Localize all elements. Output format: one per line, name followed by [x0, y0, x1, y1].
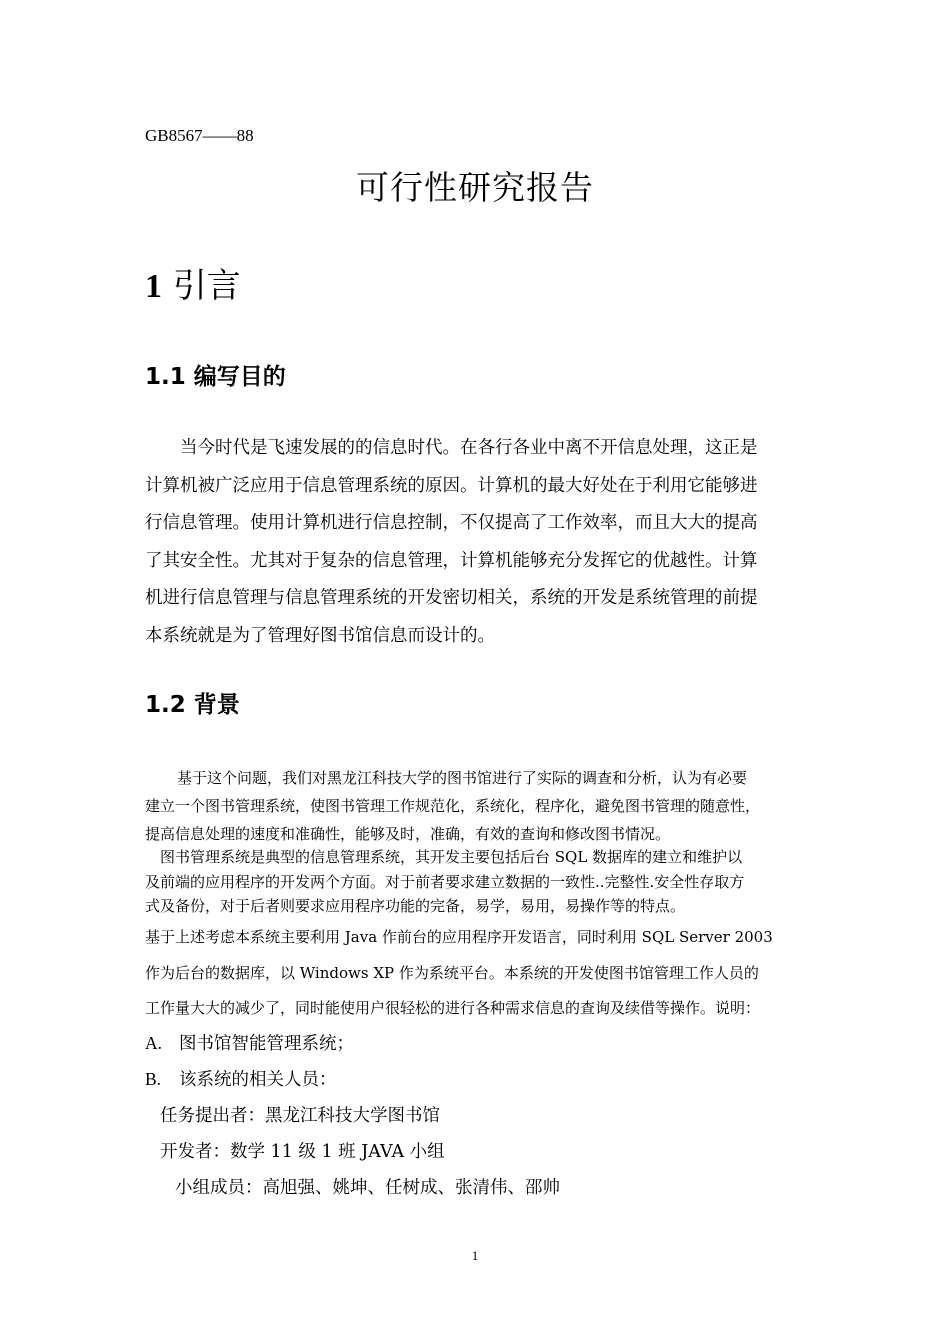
document-title: 可行性研究报告 — [356, 168, 594, 207]
paragraph-line: 图书管理系统是典型的信息管理系统，其开发主要包括后台 SQL 数据库的建立和维护以 — [160, 848, 743, 866]
standard-code: GB8567——88 — [145, 126, 254, 145]
list-item — [145, 1030, 354, 1055]
list-item — [145, 1066, 337, 1091]
page-number: 1 — [471, 1248, 479, 1263]
list-marker: B. — [145, 1069, 162, 1089]
paragraph-line: 计算机被广泛应用于信息管理系统的原因。计算机的最大好处在于利用它能够进 — [145, 475, 758, 496]
paragraph-line: 本系统就是为了管理好图书馆信息而设计的。 — [145, 625, 495, 646]
list-marker: A. — [145, 1033, 163, 1053]
section-1-2-heading: 1.2 背景 — [145, 692, 240, 718]
list-text: 图书馆智能管理系统； — [179, 1034, 354, 1054]
section-1-title: 引言 — [172, 266, 241, 306]
paragraph-line: 及前端的应用程序的开发两个方面。对于前者要求建立数据的一致性..完整性.安全性存取方 — [145, 872, 745, 891]
task-proposer: 任务提出者：黑龙江科技大学图书馆 — [160, 1106, 440, 1126]
team-members: 小组成员：高旭强、姚坤、任树成、张清伟、邵帅 — [175, 1178, 560, 1198]
paragraph-line: 工作量大大的减少了，同时能使用户很轻松的进行各种需求信息的查询及续借等操作。说明： — [145, 999, 761, 1017]
paragraph-line: 当今时代是飞速发展的的信息时代。在各行各业中离不开信息处理，这正是 — [180, 438, 758, 458]
paragraph-line: 建立一个图书管理系统，使图书管理工作规范化，系统化，程序化，避免图书管理的随意性， — [145, 797, 761, 815]
list-text: 该系统的相关人员： — [179, 1070, 337, 1090]
developer: 开发者：数学 11 级 1 班 JAVA 小组 — [160, 1142, 445, 1162]
paragraph-line: 作为后台的数据库，以 Windows XP 作为系统平台。本系统的开发使图书馆管理工作人员的 — [145, 963, 759, 982]
purpose-paragraph — [145, 430, 810, 655]
background-paragraph-a — [145, 764, 810, 848]
section-1-heading — [145, 258, 241, 307]
paragraph-line: 提高信息处理的速度和准确性，能够及时，准确，有效的查询和修改图书情况。 — [145, 825, 671, 843]
paragraph-line: 了其安全性。尤其对于复杂的信息管理，计算机能够充分发挥它的优越性。计算 — [145, 550, 758, 571]
section-1-1-heading: 1.1 编写目的 — [145, 364, 286, 390]
background-paragraph-b — [145, 845, 810, 919]
section-1-number: 1 — [145, 268, 162, 305]
paragraph-line: 式及备份，对于后者则要求应用程序功能的完备，易学，易用，易操作等的特点。 — [145, 897, 686, 915]
background-paragraph-c — [145, 920, 810, 1027]
paragraph-line: 机进行信息管理与信息管理系统的开发密切相关，系统的开发是系统管理的前提 — [145, 588, 758, 608]
paragraph-line: 基于上述考虑本系统主要利用 Java 作前台的应用程序开发语言，同时利用 SQL Server 2003 — [145, 928, 773, 946]
paragraph-line: 行信息管理。使用计算机进行信息控制，不仅提高了工作效率，而且大大的提高 — [145, 513, 758, 533]
paragraph-line: 基于这个问题，我们对黑龙江科技大学的图书馆进行了实际的调查和分析，认为有必要 — [177, 769, 748, 787]
